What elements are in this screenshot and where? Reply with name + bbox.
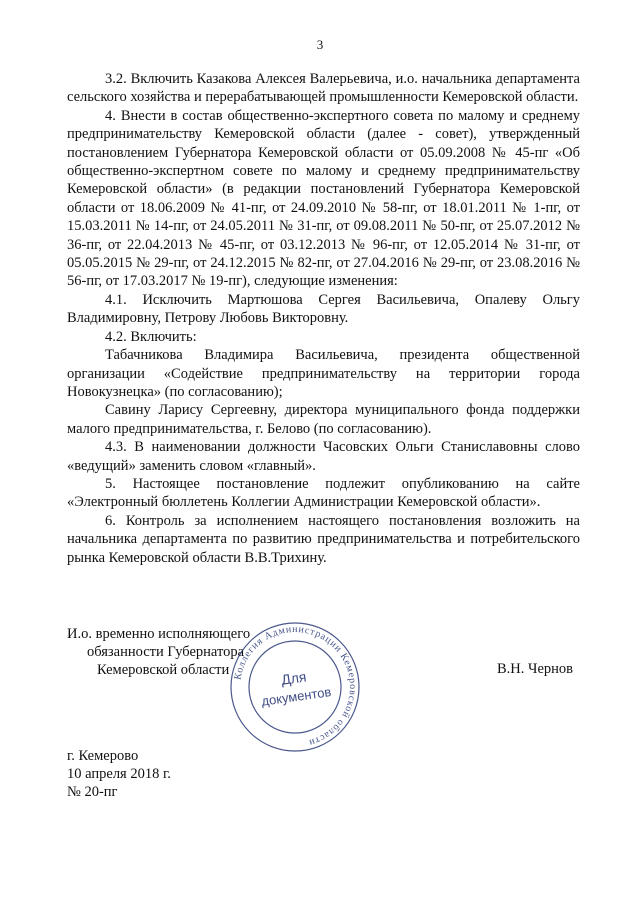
signature-title-line-2: обязанности Губернатора — [87, 644, 245, 660]
signature-title-line-1: И.о. временно исполняющего — [67, 626, 251, 642]
paragraph-3-2: 3.2. Включить Казакова Алексея Валерьевича, и.о. начальника департамента сельского хозяйства и перерабатывающей промышленности Кемеровской области. — [67, 71, 580, 106]
seal-ring-text: Коллегия Администрации Кемеровской области — [232, 623, 359, 749]
paragraph-include-tabachnikov: Табачникова Владимира Васильевича, президента общественной организации «Содействие предпринимательству на территории города Новокузнецка» (по согласованию); — [67, 347, 580, 400]
paragraph-4: 4. Внести в состав общественно-экспертного совета по малому и среднему предпринимательству Кемеровской области (далее - совет), утвержденный постановлением Губернатора Кемеровской области от 05.09.2008 № 45-пг «Об общественно-экспертном совете по малому и среднему предпринимательству Кемеровской области» (в редакции постановлений Губернатора Кемеровской области от 18.06.2009 № 41-пг, от 24.09.2010 № 58-пг, от 18.01.2011 № 1-пг, от 15.03.2011 № 14-пг, от 24.05.2011 № 31-пг, от 09.08.2011 № 50-пг, от 25.07.2012 № 36-пг, от 22.04.2013 № 45-пг, от 03.12.2013 № 96-пг, от 12.05.2014 № 31-пг, от 05.05.2015 № 29-пг, от 24.12.2015 № 82-пг, от 27.04.2016 № 29-пг, от 23.08.2016 № 56-пг, от 17.03.2017 № 19-пг), следующие изменения: — [67, 107, 580, 290]
footer-city: г. Кемерово — [67, 748, 139, 764]
document-body — [67, 70, 580, 567]
paragraph-4-1: 4.1. Исключить Мартюшова Сергея Васильевича, Опалеву Ольгу Владимировну, Петрову Любовь Викторовну. — [67, 291, 580, 327]
paragraph-4-2: 4.2. Включить: — [105, 328, 197, 345]
paragraph-include-savina: Савину Ларису Сергеевну, директора муниципального фонда поддержки малого предпринимательства, г. Белово (по согласованию). — [67, 402, 580, 437]
paragraph-5: 5. Настоящее постановление подлежит опубликованию на сайте «Электронный бюллетень Коллегии Администрации Кемеровской области». — [67, 475, 580, 511]
footer-number: № 20-пг — [67, 784, 118, 800]
page-number: 3 — [316, 37, 324, 52]
seal-center-line-1: Для — [280, 668, 308, 688]
paragraph-6: 6. Контроль за исполнением настоящего постановления возложить на начальника департамента по развитию предпринимательства и потребительского рынка Кемеровской области В.В.Трихину. — [67, 512, 580, 566]
svg-text:Коллегия Администрации Кемеров — [232, 624, 358, 748]
signer-name: В.Н. Чернов — [497, 661, 573, 677]
footer-date: 10 апреля 2018 г. — [67, 766, 171, 782]
paragraph-4-3: 4.3. В наименовании должности Часовских Ольги Станиславовны слово «ведущий» заменить словом «главный». — [67, 439, 580, 474]
seal-center-line-2: документов — [260, 684, 333, 709]
signature-title-line-3: Кемеровской области — [97, 662, 230, 678]
document-footer — [67, 747, 171, 801]
official-seal — [225, 620, 365, 755]
